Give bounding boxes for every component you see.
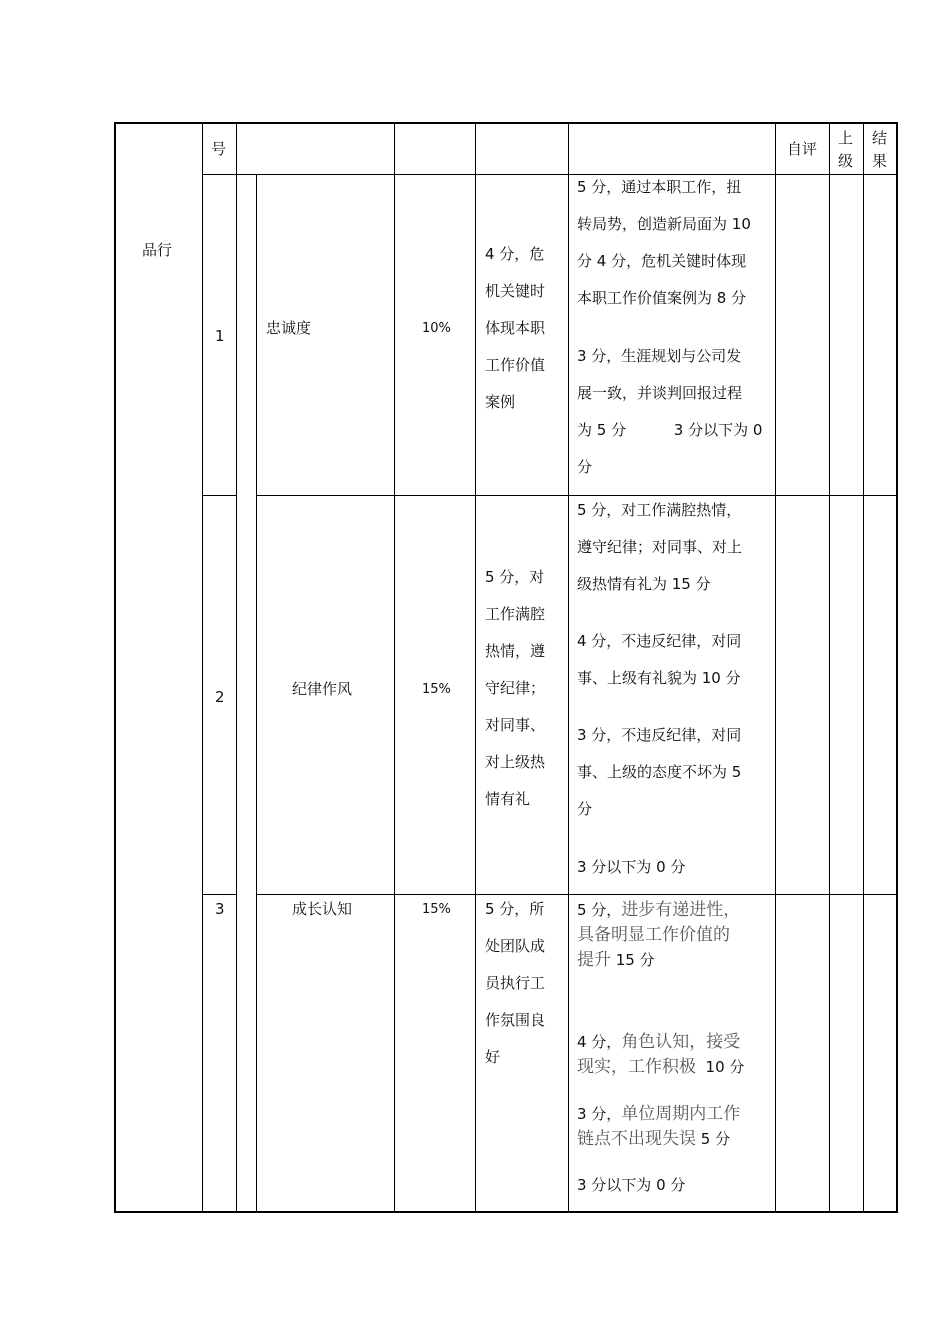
row-item: 忠诚度 xyxy=(266,319,312,337)
score-text: 角色认知，接受 现实，工作积极 xyxy=(577,1032,741,1077)
col-line-4 xyxy=(394,122,395,1213)
row-standard: 4 分，危 机关键时 体现本职 工作价值 案例 xyxy=(485,245,546,411)
header-result: 结 果 xyxy=(872,129,888,170)
col-line-2b xyxy=(236,174,237,1213)
row-scoring-1: 5 分，对工作满腔热情， 遵守纪律；对同事、对上 级热情有礼为 15 分 xyxy=(577,501,743,593)
row-scoring-4: 3 分以下为 0 分 xyxy=(577,858,686,876)
score-tail: 5 分 xyxy=(696,1130,731,1148)
header-no: 号 xyxy=(211,140,227,158)
col-line-2 xyxy=(236,122,237,174)
row-scoring-2: 3 分，生涯规划与公司发 展一致，并谈判回报过程 为 5 分 3 分以下为 0 分 xyxy=(577,347,763,476)
row-scoring-3: 3 分，不违反纪律，对同 事、上级的态度不坏为 5 分 xyxy=(577,726,742,818)
row-weight: 10% xyxy=(422,321,451,336)
score-value: 3 分， xyxy=(577,1105,622,1123)
row-weight: 15% xyxy=(422,682,451,697)
table-top-border xyxy=(114,122,898,124)
score-value: 4 分， xyxy=(577,1033,622,1051)
row-standard: 5 分，对 工作满腔 热情，遵 守纪律； 对同事、 对上级热 情有礼 xyxy=(485,568,546,808)
table-left-border xyxy=(114,122,116,1213)
score-text: 单位周期内工作 链点不出现失误 xyxy=(577,1104,741,1149)
row-line-1a xyxy=(202,495,236,496)
table-right-border xyxy=(896,122,898,1213)
row-scoring-3 xyxy=(577,1102,772,1152)
row-number: 2 xyxy=(215,688,225,706)
table-bottom-border xyxy=(114,1211,898,1213)
header-self-evaluation: 自评 xyxy=(787,140,818,158)
row-number: 1 xyxy=(215,327,225,345)
row-standard: 5 分，所 处团队成 员执行工 作氛围良 好 xyxy=(485,900,546,1066)
score-tail: 10 分 xyxy=(696,1058,745,1076)
row-item: 纪律作风 xyxy=(292,680,353,698)
col-line-9 xyxy=(863,122,864,1213)
row-line-header xyxy=(202,174,898,175)
category-label: 品行 xyxy=(142,241,173,259)
header-superior: 上 级 xyxy=(838,129,854,170)
score-text: 进步有递进性， 具备明显工作价值的 提升 xyxy=(577,900,741,970)
score-value: 5 分， xyxy=(577,901,622,919)
row-scoring-1 xyxy=(577,898,772,973)
row-scoring-2: 4 分，不违反纪律，对同 事、上级有礼貌为 10 分 xyxy=(577,632,742,687)
row-number: 3 xyxy=(215,900,225,918)
score-tail: 15 分 xyxy=(611,951,655,969)
row-scoring-4: 3 分以下为 0 分 xyxy=(577,1176,686,1194)
col-line-3 xyxy=(256,174,257,1213)
col-line-7 xyxy=(775,122,776,1213)
row-item: 成长认知 xyxy=(292,900,353,918)
row-scoring-1: 5 分，通过本职工作，扭 转局势，创造新局面为 10 分 4 分，危机关键时体现 本职工作价值案例为 8 分 xyxy=(577,178,751,307)
col-line-5 xyxy=(475,122,476,1213)
row-weight: 15% xyxy=(422,902,451,917)
col-line-1 xyxy=(202,122,203,1213)
col-line-8 xyxy=(829,122,830,1213)
row-line-2b xyxy=(256,894,898,895)
row-scoring-2 xyxy=(577,1030,772,1080)
col-line-6 xyxy=(568,122,569,1213)
